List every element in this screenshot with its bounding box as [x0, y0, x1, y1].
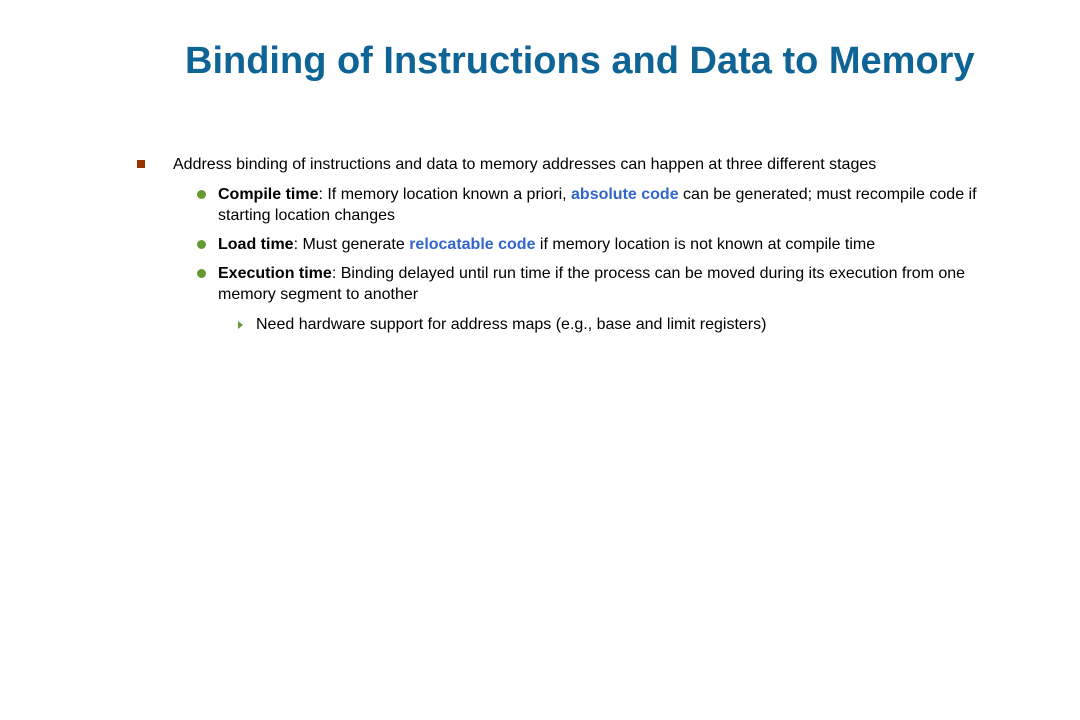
term-load-time: Load time [218, 236, 294, 253]
compile-time-rest: can be generated; must recompile code if starting location changes [218, 186, 977, 224]
term-execution-time: Execution time [218, 265, 332, 282]
load-time-text: : Must generate [293, 236, 410, 253]
execution-time-text: : Binding delayed until run time if the process can be moved during its execution from one memory segment to another [218, 265, 966, 303]
bullet-execution-time [218, 263, 998, 305]
round-bullet-icon [197, 269, 206, 278]
triangle-bullet-icon [238, 321, 243, 329]
load-time-rest: if memory location is not known at compile time [535, 236, 876, 253]
compile-time-text: : If memory location known a priori, [318, 186, 572, 203]
bullet-level1-text: Address binding of instructions and data to memory addresses can happen at three different stages [173, 156, 877, 173]
square-bullet-icon [137, 160, 145, 168]
bullet-load-time [218, 234, 1038, 255]
round-bullet-icon [197, 240, 206, 249]
round-bullet-icon [197, 190, 206, 199]
slide-title: Binding of Instructions and Data to Memory [185, 40, 975, 82]
bullet-compile-time [218, 184, 1008, 226]
bullet-level3-text: Need hardware support for address maps (e.g., base and limit registers) [256, 316, 767, 333]
term-compile-time: Compile time [218, 186, 319, 203]
highlight-relocatable-code: relocatable code [409, 236, 536, 253]
highlight-absolute-code: absolute code [571, 186, 679, 203]
